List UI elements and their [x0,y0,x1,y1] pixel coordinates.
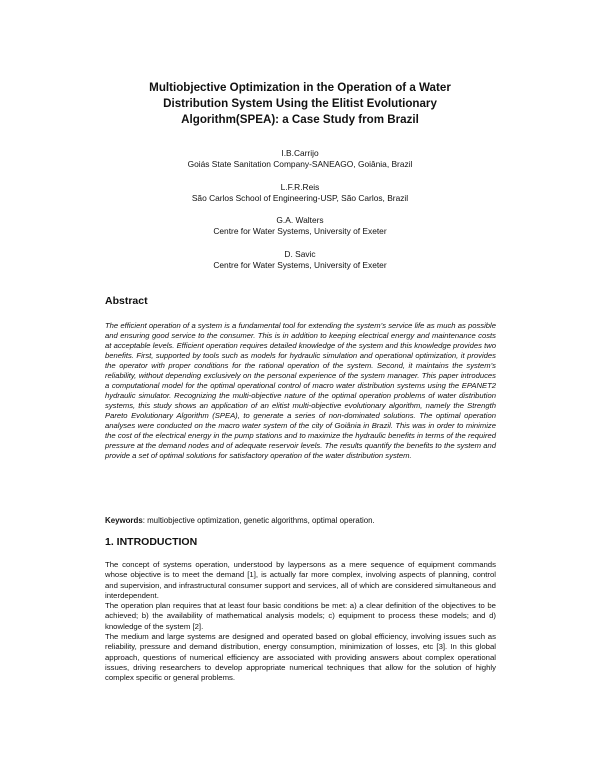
author-block [80,148,520,282]
author-entry [80,148,520,170]
abstract-heading: Abstract [105,295,148,307]
paper-title [100,80,500,128]
body-paragraph: The concept of systems operation, understood by laypersons as a mere sequence of equipment commands whose objective is to meet the demand [1], is actually far more complex, involving aspects of planning, control and supervision, and infrastructural consumer support and services, all of which are considered simultaneous and interdependent. [105,560,496,600]
author-entry [80,182,520,204]
author-affiliation: Goiás State Sanitation Company-SANEAGO, Goiânia, Brazil [187,159,413,169]
section-heading-introduction: 1. INTRODUCTION [105,536,198,548]
author-name: L.F.R.Reis [280,181,320,192]
author-name: I.B.Carrijo [281,148,319,158]
author-entry [80,249,520,271]
title-line: Distribution System Using the Elitist Evolutionary [163,97,437,110]
abstract-text: The efficient operation of a system is a fundamental tool for extending the system’s service life as much as possible and ensuring good service to the consumer. This is in addition to keeping electrical energy and maintenance costs at acceptable levels. Efficient operation requires detailed knowledge of the system and this knowledge provides two benefits. First, supported by tools such as models for hydraulic simulation and operational optimization, it provides the operator with proper conditions for the rational operation of the system. Second, it maintains the system’s reliability, without depending exclusively on the personal experience of the system manager. This paper introduces a computational model for the optimal operational control of macro water distribution systems using the EPANET2 hydraulic simulator. Recognizing the multi-objective nature of the optimal operation problems of water distribution systems, this study shows an application of an elitist multi-objective evolutionary algorithm, namely the Strength Pareto Evolutionary Algorithm (SPEA), to generate a series of non-dominated solutions. The optimal operation analyses were conducted on the macro water system of the city of Goiânia in Brazil. This was in order to minimize the cost of the electrical energy in the pump stations and to maximize the hydraulic benefits in terms of the required pressure at the demand nodes and of adequate reservoir levels. The results quantify the benefits to the system and provide a set of optimal solutions for satisfactory operation of the water distribution system. [105,321,496,460]
title-line: Multiobjective Optimization in the Operation of a Water [149,81,451,94]
author-entry [80,215,520,237]
author-affiliation: São Carlos School of Engineering-USP, São Carlos, Brazil [191,192,409,203]
keywords-text: : multiobjective optimization, genetic algorithms, optimal operation. [142,516,375,525]
keywords-label: Keywords [105,516,143,525]
author-name: D. Savic [284,248,316,259]
introduction-body [105,560,496,684]
author-name: G.A. Walters [276,215,324,225]
title-line: Algorithm(SPEA): a Case Study from Brazil [181,113,419,126]
body-paragraph: The medium and large systems are designed and operated based on global efficiency, involving issues such as reliability, pressure and demand distribution, energy consumption, minimization of losses, etc [3]. In this global approach, questions of numerical efficiency are associated with providing answers about complex operational issues, driving researchers to develop appropriate numerical techniques that allow for the solution of highly complex specific or general problems. [105,632,496,683]
keywords-line [105,516,496,526]
author-affiliation: Centre for Water Systems, University of Exeter [213,226,387,236]
body-paragraph: The operation plan requires that at least four basic conditions be met: a) a clear definition of the objectives to be achieved; b) the availability of mathematical analysis models; c) equipment to process these models; and d) knowledge of the system [2]. [105,601,496,631]
author-affiliation: Centre for Water Systems, University of Exeter [213,259,387,270]
